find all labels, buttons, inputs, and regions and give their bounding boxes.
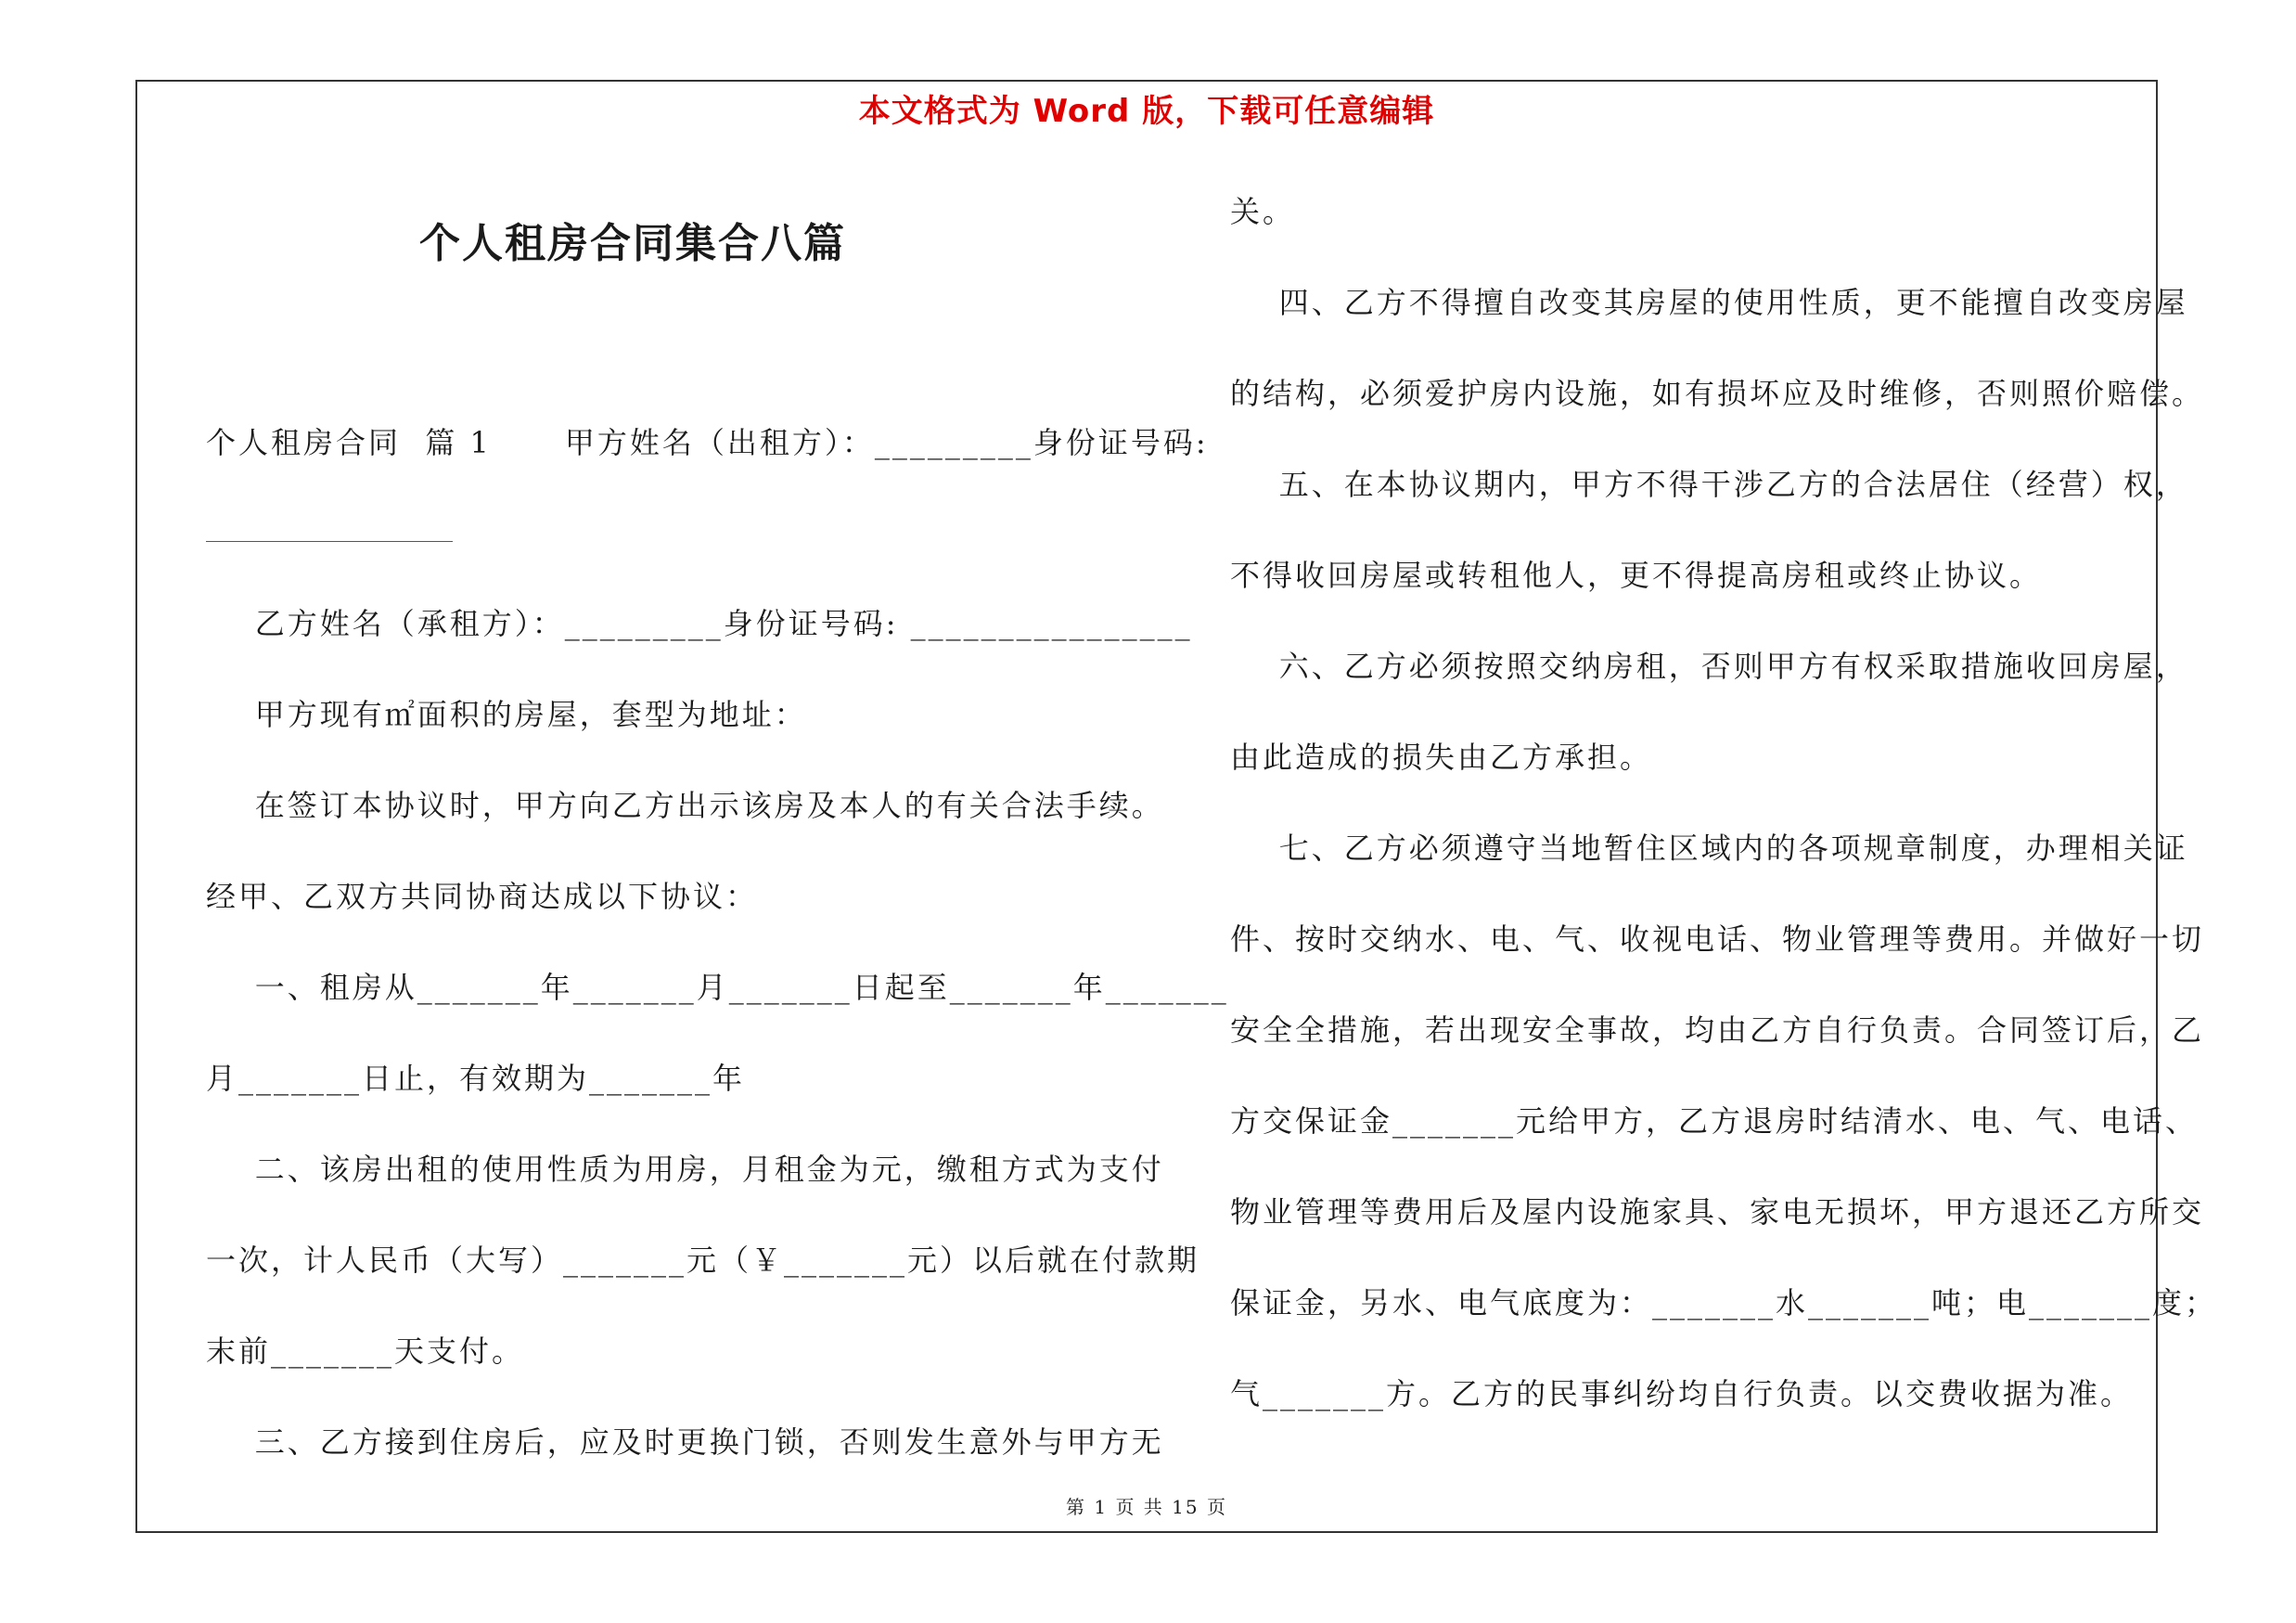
text-line: 方交保证金_______元给甲方，乙方退房时结清水、电、气、电话、	[1230, 1103, 2199, 1139]
text-line: 安全全措施，若出现安全事故，均由乙方自行负责。合同签订后，乙	[1230, 1012, 2205, 1048]
text-line: 物业管理等费用后及屋内设施家具、家电无损坏，甲方退还乙方所交	[1230, 1194, 2205, 1230]
text-line: 四、乙方不得擅自改变其房屋的使用性质，更不能擅自改变房屋	[1230, 285, 2188, 320]
text-line: 甲方现有㎡面积的房屋，套型为地址：	[206, 697, 807, 732]
text-line: 不得收回房屋或转租他人，更不得提高房租或终止协议。	[1230, 558, 2043, 593]
text-line: 一次，计人民币（大写）_______元（￥_______元）以后就在付款期	[206, 1243, 1200, 1278]
text-line: 件、按时交纳水、电、气、收视电话、物业管理等费用。并做好一切	[1230, 921, 2205, 957]
text-line: 二、该房出租的使用性质为用房，月租金为元，缴租方式为支付	[206, 1152, 1164, 1187]
text-line: 一、租房从_______年_______月_______日起至_______年_______	[206, 970, 1229, 1005]
text-line: 个人租房合同 篇 1 甲方姓名（出租方）：_________身份证号码:	[206, 425, 1209, 460]
text-line: 乙方姓名（承租方）：_________身份证号码: ________________	[206, 606, 1193, 641]
text-line: 气_______方。乙方的民事纠纷均自行负责。以交费收据为准。	[1230, 1376, 2134, 1411]
text-line: 七、乙方必须遵守当地暂住区域内的各项规章制度，办理相关证	[1230, 831, 2188, 866]
text-line: 末前_______天支付。	[206, 1333, 525, 1369]
text-line: 六、乙方必须按照交纳房租，否则甲方有权采取措施收回房屋，	[1230, 649, 2188, 684]
text-line: 五、在本协议期内，甲方不得干涉乙方的合法居住（经营）权，	[1230, 467, 2188, 502]
text-line: 月_______日止，有效期为_______年	[206, 1061, 746, 1096]
text-line: 在签订本协议时，甲方向乙方出示该房及本人的有关合法手续。	[206, 788, 1164, 823]
text-line: 经甲、乙双方共同协商达成以下协议：	[206, 879, 759, 914]
document-title: 个人租房合同集合八篇	[419, 220, 846, 267]
text-line: 保证金，另水、电气底度为：_______水_______吨；电_______度；	[1230, 1285, 2218, 1320]
text-line: 关。	[1230, 194, 1296, 229]
banner-text: 本文格式为 Word 版，下载可任意编辑	[858, 93, 1435, 130]
text-line: 由此造成的损失由乙方承担。	[1230, 740, 1653, 775]
blank-underline	[206, 541, 453, 542]
text-line: 三、乙方接到住房后，应及时更换门锁，否则发生意外与甲方无	[206, 1424, 1164, 1460]
text-line: 的结构，必须爱护房内设施，如有损坏应及时维修，否则照价赔偿。	[1230, 376, 2205, 411]
edit-notice-banner	[135, 85, 2158, 131]
page-number-footer: 第 1 页 共 15 页	[1066, 1496, 1227, 1518]
